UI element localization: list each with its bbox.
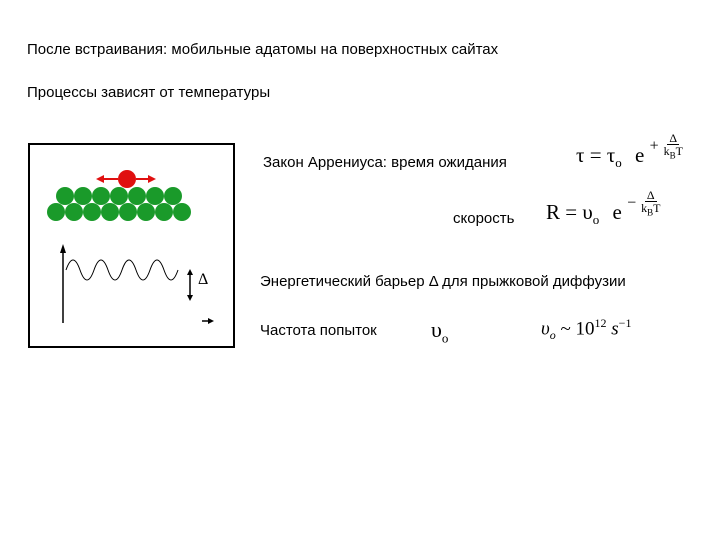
x-axis-marker xyxy=(202,318,214,324)
surface-atom xyxy=(110,187,128,205)
arrhenius-label: Закон Аррениуса: время ожидания xyxy=(263,154,507,171)
rate-lhs: R = υ xyxy=(546,200,593,224)
tau-exp-den-T: T xyxy=(675,144,683,159)
tau-sub: o xyxy=(615,155,622,171)
surface-atom xyxy=(173,203,191,221)
surface-atom xyxy=(92,187,110,205)
surface-atom xyxy=(164,187,182,205)
atom-row-bottom xyxy=(47,203,191,221)
surface-atom xyxy=(47,203,65,221)
surface-atom xyxy=(128,187,146,205)
barrier-arrow xyxy=(187,269,193,301)
rate-exp-den-sub: B xyxy=(647,207,654,218)
attempt-symbol-upsilon: υ xyxy=(431,317,442,342)
attempt-symbol xyxy=(431,317,448,346)
surface-atom xyxy=(83,203,101,221)
diagram-box xyxy=(28,143,235,348)
attempt-value-sub: o xyxy=(549,328,556,343)
surface-atom xyxy=(56,187,74,205)
attempt-value-lhs: υ xyxy=(541,318,550,340)
rate-exp-num: Δ xyxy=(646,187,655,202)
rate-label: скорость xyxy=(453,210,515,227)
surface-atom xyxy=(74,187,92,205)
surface-atom xyxy=(119,203,137,221)
surface-atom xyxy=(137,203,155,221)
tau-lhs: τ = τ xyxy=(576,143,616,167)
barrier-delta-symbol: Δ xyxy=(198,271,209,288)
tau-exponent-fraction xyxy=(662,132,685,161)
attempt-value-rel: ~ 10 xyxy=(555,318,595,340)
attempt-value-unit-exp: −1 xyxy=(618,316,632,330)
tau-exp-num: Δ xyxy=(669,130,678,145)
surface-atom xyxy=(65,203,83,221)
surface-atom xyxy=(146,187,164,205)
rate-equation xyxy=(546,187,662,231)
rate-exp-den-T: T xyxy=(653,201,661,216)
heading-line-2: Процессы зависят от температуры xyxy=(27,84,271,101)
surface-atom xyxy=(155,203,173,221)
attempt-value-unit: s xyxy=(606,318,619,340)
surface-atom xyxy=(101,203,119,221)
attempt-symbol-sub: o xyxy=(441,330,449,346)
attempt-value-exp: 12 xyxy=(594,316,607,330)
attempt-value xyxy=(541,316,631,343)
heading-line-1: После встраивания: мобильные адатомы на поверхностных сайтах xyxy=(27,41,499,58)
rate-base: e xyxy=(612,200,622,224)
rate-exp-den-k: k xyxy=(641,201,648,216)
potential-wave xyxy=(66,260,178,280)
tau-exp-den-sub: B xyxy=(669,150,676,161)
rate-sign: − xyxy=(627,194,637,212)
tau-equation xyxy=(576,130,685,174)
barrier-label: Энергетический барьер Δ для прыжковой диффузии xyxy=(260,273,626,290)
tau-base: e xyxy=(634,143,645,167)
adatom xyxy=(118,170,136,188)
attempt-label: Частота попыток xyxy=(260,322,377,339)
rate-sub: o xyxy=(592,212,600,228)
diagram-svg xyxy=(30,145,233,346)
tau-exp-den-k: k xyxy=(663,144,670,159)
rate-exponent-fraction xyxy=(639,189,662,218)
tau-sign: + xyxy=(649,137,659,155)
atom-row-top xyxy=(56,187,182,205)
energy-axis xyxy=(60,244,66,323)
